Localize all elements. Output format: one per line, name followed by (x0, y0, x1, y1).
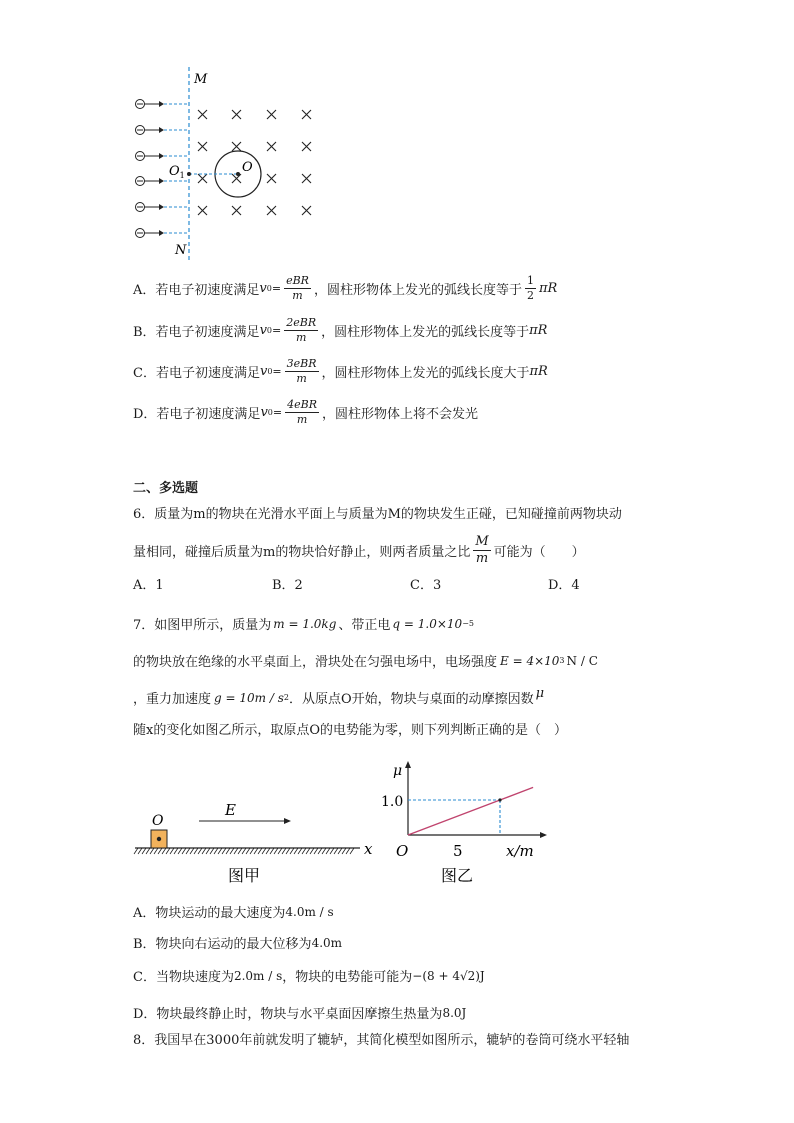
hatch-mark (342, 848, 346, 854)
hatch-mark (182, 848, 186, 854)
q7-option-c[interactable]: C．当物块速度为 2.0m / s ，物块的电势能可能为 −(8 + 4√2)J (133, 968, 485, 985)
point-O (236, 172, 240, 176)
hatch-mark (234, 848, 238, 854)
hatch-mark (302, 848, 306, 854)
x-axis-label: x/m (506, 842, 534, 860)
fraction: $\frac{\text{3eBR}}{m}$ (286, 357, 317, 385)
label-M: M (194, 72, 208, 87)
fraction-M-over-m: $\frac{M}{m}$ (475, 534, 489, 567)
electron-icon (136, 203, 190, 212)
table-hatching (134, 848, 354, 854)
hatch-mark (306, 848, 310, 854)
caption-jia: 图甲 (228, 866, 261, 885)
hatch-mark (222, 848, 226, 854)
hatch-mark (350, 848, 354, 854)
hatch-mark (194, 848, 198, 854)
fraction-half: $\frac{1}{2}$ (526, 274, 534, 302)
y-axis-arrowhead (405, 761, 411, 768)
magnetic-field-figure (125, 65, 335, 265)
mu-vs-x-line (408, 787, 533, 835)
hatch-mark (206, 848, 210, 854)
hatch-mark (246, 848, 250, 854)
hatch-mark (242, 848, 246, 854)
hatch-mark (162, 848, 166, 854)
hatch-mark (190, 848, 194, 854)
hatch-mark (338, 848, 342, 854)
q7-option-d[interactable]: D．物块最终静止时，物块与水平桌面因摩擦生热量为 8.0J (133, 1005, 467, 1022)
hatch-mark (150, 848, 154, 854)
electron-icon (136, 152, 190, 161)
q5-option-a[interactable]: A．若电子初速度满足 v 0 = $\frac{\text{eBR}}{m}$ ，圆柱形物体上发光的弧线长度等于 $\frac{1}{2}$ πR (133, 274, 558, 302)
q6-stem-line1: 6．质量为m的物块在光滑水平面上与质量为M的物块发生正碰，已知碰撞前两物块动 (133, 507, 622, 522)
origin-label: O (396, 842, 409, 860)
hatch-mark (226, 848, 230, 854)
hatch-mark (238, 848, 242, 854)
hatch-mark (134, 848, 138, 854)
hatch-mark (198, 848, 202, 854)
q6-stem-line2: 量相同，碰撞后质量为m的物块恰好静止，则两者质量之比 $\frac{M}{m}$ 可能为（ ） (133, 534, 585, 567)
hatch-mark (210, 848, 214, 854)
hatch-mark (270, 848, 274, 854)
hatch-mark (146, 848, 150, 854)
q8-stem-line1: 8．我国早在3000年前就发明了辘轳，其简化模型如图所示，辘轳的卷筒可绕水平轻轴 (133, 1033, 630, 1048)
q5-option-c[interactable]: C．若电子初速度满足 v 0 = $\frac{\text{3eBR}}{m}$ ，圆柱形物体上发光的弧线长度大于 πR (133, 357, 548, 385)
hatch-mark (334, 848, 338, 854)
point-O1 (187, 172, 191, 176)
hatch-mark (230, 848, 234, 854)
hatch-mark (218, 848, 222, 854)
q7-stem-line1: 7．如图甲所示，质量为 m = 1.0kg 、带正电 q = 1.0×10 −5 (133, 616, 474, 633)
electron-row (136, 100, 190, 238)
hatch-mark (282, 848, 286, 854)
caption-yi: 图乙 (441, 866, 474, 885)
hatch-mark (274, 848, 278, 854)
fraction: $\frac{\text{2eBR}}{m}$ (286, 316, 317, 344)
q6-option-b[interactable]: B．2 (272, 578, 303, 593)
q5-option-b[interactable]: B．若电子初速度满足 v 0 = $\frac{\text{2eBR}}{m}$ ，圆柱形物体上发光的弧线长度等于 πR (133, 316, 548, 344)
hatch-mark (286, 848, 290, 854)
hatch-mark (346, 848, 350, 854)
label-N: N (175, 243, 187, 258)
hatch-mark (166, 848, 170, 854)
x-tick-label: 5 (453, 842, 463, 860)
hatch-mark (298, 848, 302, 854)
hatch-mark (294, 848, 298, 854)
block-center-dot (157, 837, 161, 841)
hatch-mark (278, 848, 282, 854)
electron-icon (136, 100, 190, 109)
chart-series (408, 787, 533, 835)
q7-stem-line3: ，重力加速度 g = 10m / s 2 ．从原点O开始，物块与桌面的动摩擦因数 μ (133, 686, 545, 707)
data-point-5-1 (498, 798, 501, 801)
hatch-mark (330, 848, 334, 854)
q6-option-a[interactable]: A．1 (133, 578, 164, 593)
electron-icon (136, 229, 190, 238)
hatch-mark (214, 848, 218, 854)
figure-jia (130, 798, 380, 888)
y-tick-label: 1.0 (381, 794, 404, 810)
hatch-mark (186, 848, 190, 854)
label-O-jia: O (152, 813, 164, 829)
q6-option-d[interactable]: D．4 (548, 578, 580, 593)
fraction: $\frac{\text{eBR}}{m}$ (286, 274, 309, 302)
q7-option-b[interactable]: B．物块向右运动的最大位移为 4.0m (133, 935, 343, 952)
hatch-mark (142, 848, 146, 854)
hatch-mark (290, 848, 294, 854)
hatch-mark (250, 848, 254, 854)
hatch-mark (138, 848, 142, 854)
hatch-mark (254, 848, 258, 854)
figure-yi-chart (365, 758, 565, 888)
section-heading-multiple-choice: 二、多选题 (133, 481, 199, 496)
hatch-mark (266, 848, 270, 854)
hatch-mark (322, 848, 326, 854)
hatch-mark (314, 848, 318, 854)
hatch-mark (158, 848, 162, 854)
hatch-mark (262, 848, 266, 854)
hatch-mark (326, 848, 330, 854)
label-O: O (242, 160, 253, 175)
hatch-mark (310, 848, 314, 854)
magnetic-field-crosses (198, 110, 311, 215)
q7-stem-line2: 的物块放在绝缘的水平桌面上，滑块处在匀强电场中，电场强度 E = 4×10 3 N / C (133, 653, 598, 670)
label-x-jia: x (364, 840, 373, 858)
label-E: E (225, 801, 236, 819)
label-O1: $O_1$ (169, 164, 185, 180)
q7-option-a[interactable]: A．物块运动的最大速度为 4.0m / s (133, 904, 334, 921)
q6-option-c[interactable]: C．3 (410, 578, 442, 593)
q5-option-d[interactable]: D．若电子初速度满足 v 0 = $\frac{\text{4eBR}}{m}$ ，圆柱形物体上将不会发光 (133, 398, 478, 426)
field-arrowhead (284, 818, 291, 824)
hatch-mark (174, 848, 178, 854)
electron-icon (136, 126, 190, 135)
x-axis-arrowhead (540, 832, 547, 838)
hatch-mark (154, 848, 158, 854)
hatch-mark (170, 848, 174, 854)
hatch-mark (202, 848, 206, 854)
fraction: $\frac{\text{4eBR}}{m}$ (287, 398, 317, 426)
hatch-mark (318, 848, 322, 854)
q7-stem-line4: 随x的变化如图乙所示，取原点O的电势能为零，则下列判断正确的是（ ） (133, 723, 567, 738)
hatch-mark (258, 848, 262, 854)
y-axis-label: μ (393, 763, 403, 779)
hatch-mark (178, 848, 182, 854)
